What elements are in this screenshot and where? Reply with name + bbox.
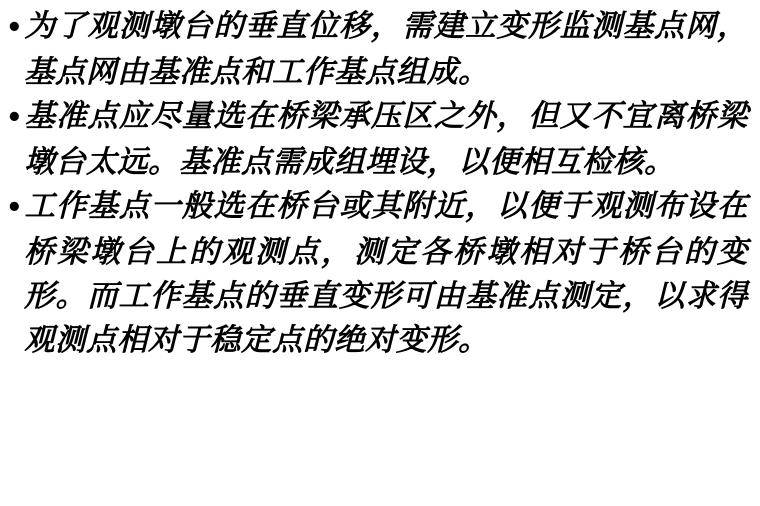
list-item-text: 工作基点一般选在桥台或其附近，以便于观测布设在桥梁墩台上的观测点，测定各桥墩相对于桥台的变形。而工作基点的垂直变形可由基准点测定，以求得观测点相对于稳定点的绝对变形。 [24, 188, 748, 358]
list-item-text: 基准点应尽量选在桥梁承压区之外，但又不宜离桥梁墩台太远。基准点需成组埋设，以便相互检核。 [24, 98, 748, 180]
list-item [6, 4, 748, 94]
bullet-marker-icon: • [6, 103, 24, 133]
list-item [6, 94, 748, 184]
list-item [6, 184, 748, 362]
bullet-list [6, 4, 748, 362]
bullet-marker-icon: • [6, 193, 24, 223]
list-item-text: 为了观测墩台的垂直位移，需建立变形监测基点网，基点网由基准点和工作基点组成。 [24, 8, 748, 90]
bullet-marker-icon: • [6, 13, 24, 43]
